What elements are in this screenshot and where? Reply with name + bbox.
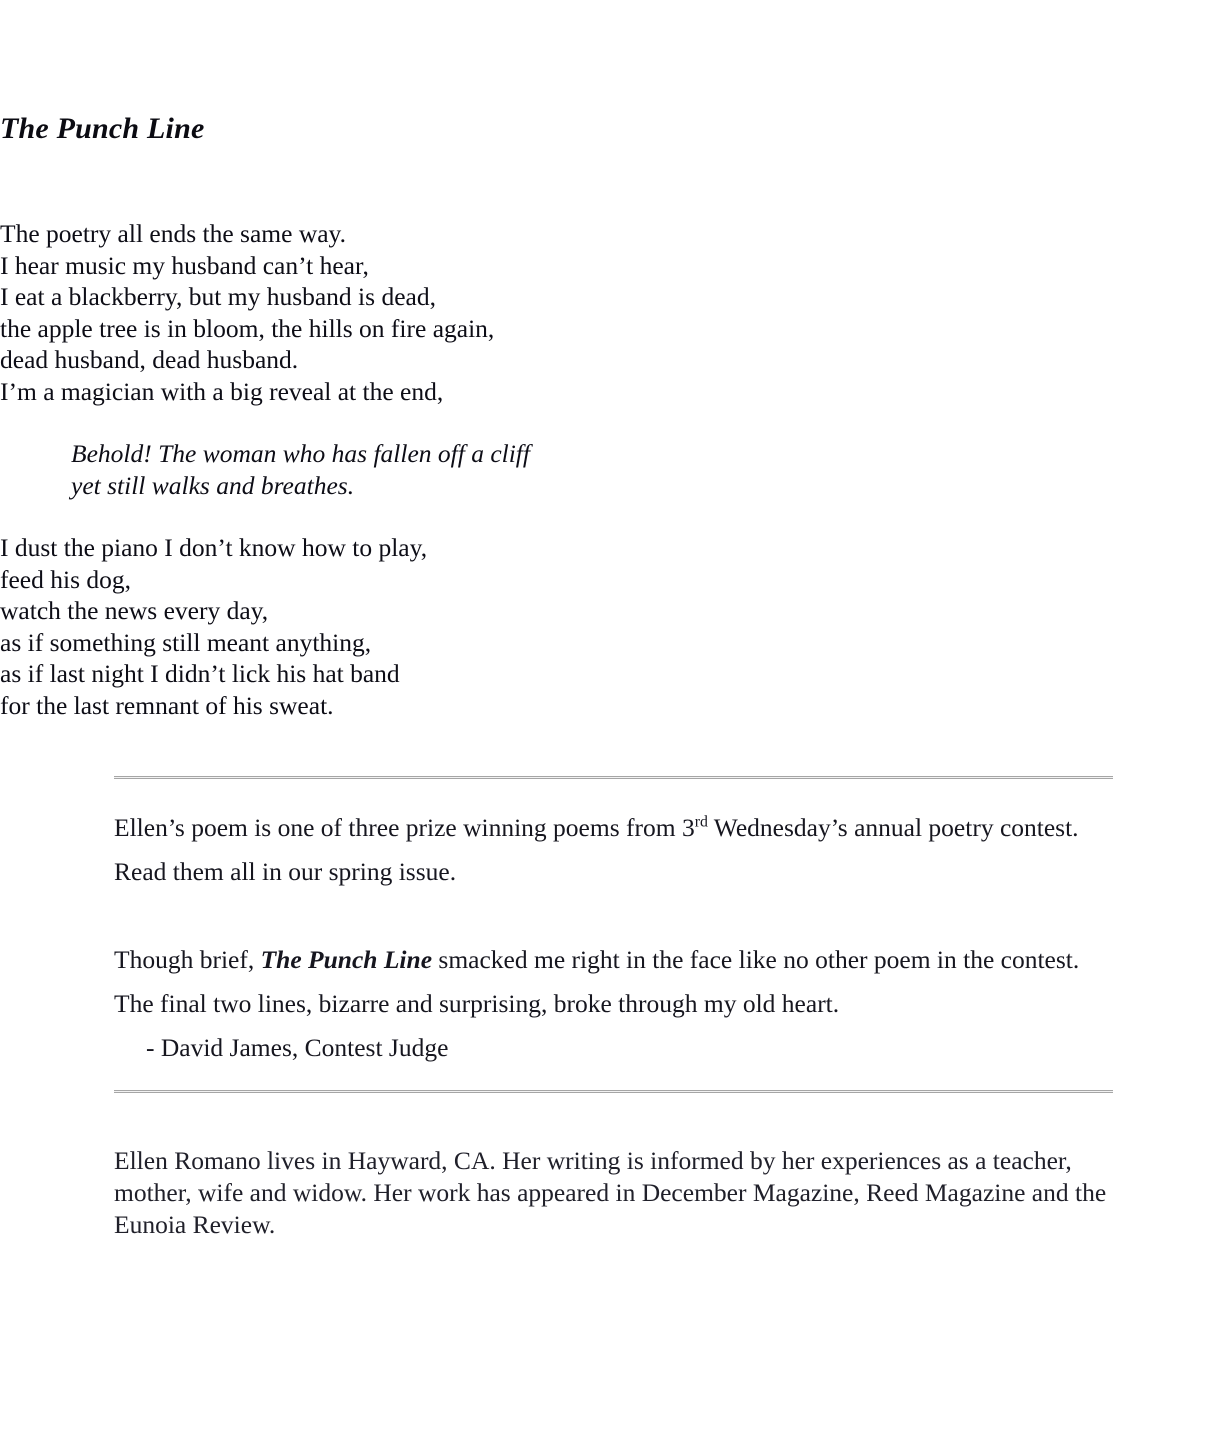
author-bio-block xyxy=(114,1145,1109,1241)
poem-line: as if last night I didn’t lick his hat band xyxy=(0,659,400,688)
poem-line: I dust the piano I don’t know how to play, xyxy=(0,533,428,562)
ordinal-suffix: rd xyxy=(694,813,708,831)
page-title: The Punch Line xyxy=(0,112,205,145)
judge-attribution: - David James, Contest Judge xyxy=(146,1033,449,1062)
section-divider-bottom xyxy=(114,1090,1113,1093)
poem-line: as if something still meant anything, xyxy=(0,627,372,657)
note-spacer xyxy=(114,894,1099,938)
judge-comment-text-after-title: smacked me right in the face like no other poem in the contest. The final two lines, bizarre and surprising, broke through my old heart. xyxy=(114,945,1080,1018)
poem-line: I’m a magician with a big reveal at the end, xyxy=(0,376,444,406)
poem-line: for the last remnant of his sweat. xyxy=(0,690,334,720)
poem-line: I eat a blackberry, but my husband is dead, xyxy=(0,282,436,311)
poem-line: The poetry all ends the same way. xyxy=(0,219,347,248)
judge-comment-paragraph xyxy=(114,938,1099,1026)
stanza-spacer xyxy=(0,407,980,438)
poem-line: watch the news every day, xyxy=(0,596,269,625)
poem-line: feed his dog, xyxy=(0,564,132,594)
poem-body xyxy=(0,218,980,721)
poem-stanza-2-italic xyxy=(0,438,980,501)
poem-line: I hear music my husband can’t hear, xyxy=(0,250,369,280)
contest-note-paragraph xyxy=(114,806,1099,894)
poem-stanza-3 xyxy=(0,532,980,721)
contest-note-text-before-ordinal: Ellen’s poem is one of three prize winning poems from 3 xyxy=(114,813,695,842)
poem-line: dead husband, dead husband. xyxy=(0,345,299,374)
poem-title-inline: The Punch Line xyxy=(260,945,433,974)
poem-stanza-1 xyxy=(0,218,980,407)
stanza-spacer xyxy=(0,501,980,532)
poem-line: yet still walks and breathes. xyxy=(71,470,355,500)
poem-line: Behold! The woman who has fallen off a cliff xyxy=(71,439,530,468)
section-divider-top xyxy=(114,776,1113,779)
author-bio-text: Ellen Romano lives in Hayward, CA. Her writing is informed by her experiences as a teacher, mother, wife and widow. Her work has appeared in December Magazine, Reed Magazine and the Eunoia Review. xyxy=(114,1146,1107,1239)
editor-note-block xyxy=(114,806,1099,1070)
contest-note-text-after-ordinal: Wednesday’s annual poetry contest. Read them all in our spring issue. xyxy=(114,813,1079,886)
judge-comment-text-before-title: Though brief, xyxy=(114,945,261,974)
poem-line: the apple tree is in bloom, the hills on fire again, xyxy=(0,313,495,343)
